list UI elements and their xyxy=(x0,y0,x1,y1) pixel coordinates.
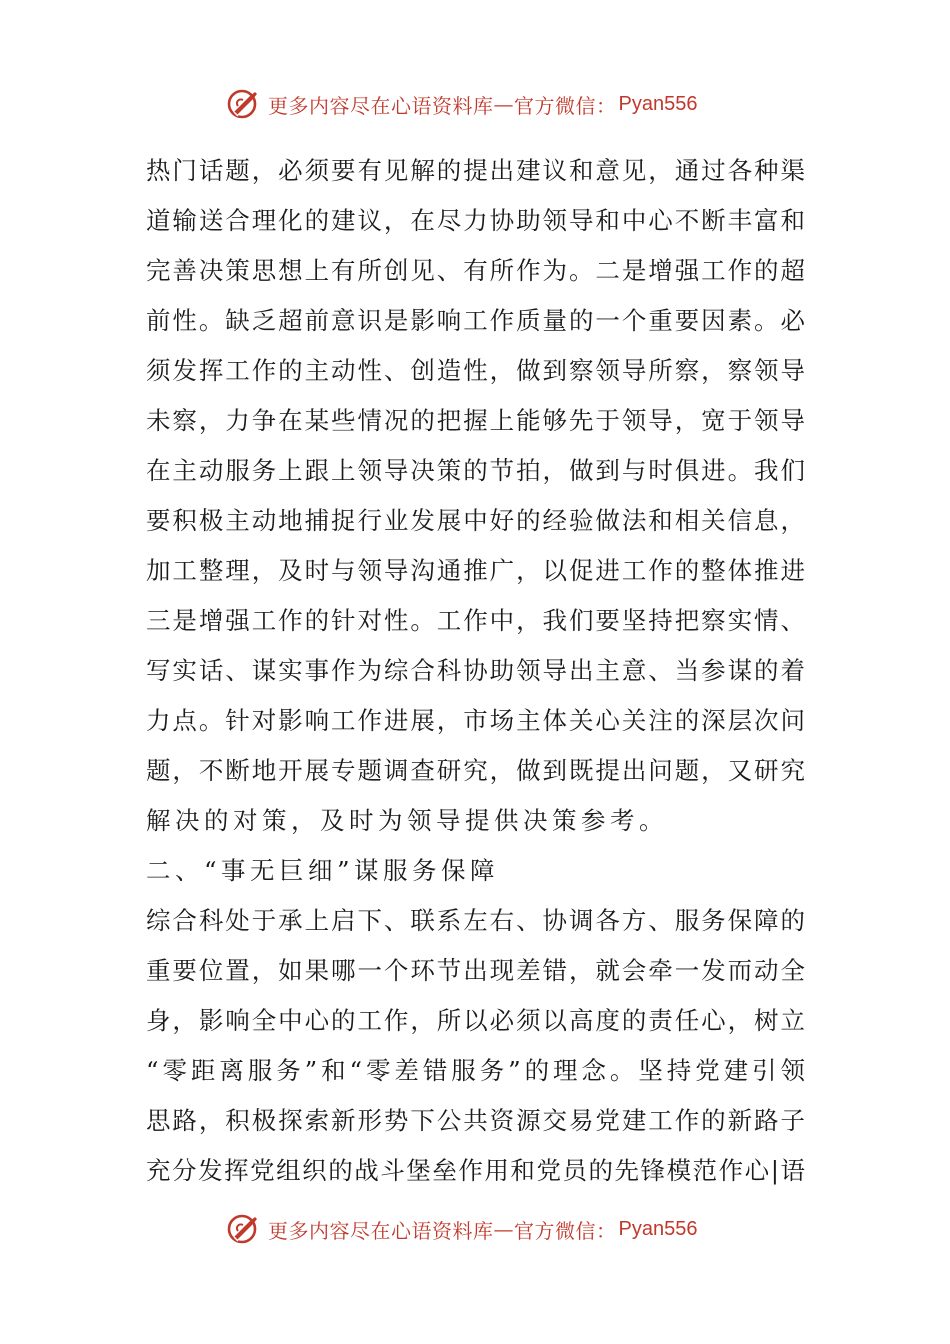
body-line: 充分发挥党组织的战斗堡垒作用和党员的先锋模范作心|语 xyxy=(146,1156,805,1185)
body-line: 未察，力争在某些情况的把握上能够先于领导，宽于领导 xyxy=(146,406,805,435)
body-line: 前性。缺乏超前意识是影响工作质量的一个重要因素。必 xyxy=(146,306,805,335)
body-line: 身，影响全中心的工作，所以必须以高度的责任心，树立 xyxy=(146,1006,805,1035)
banner-title: 更多内容尽在心语资料库 xyxy=(268,93,494,118)
footer-banner xyxy=(226,1209,697,1249)
banner-dash: — xyxy=(493,92,514,116)
banner-wechat-id: Pyan556 xyxy=(618,92,698,115)
body-line: 要积极主动地捕捉行业发展中好的经验做法和相关信息， xyxy=(146,506,805,535)
banner-wechat-id: Pyan556 xyxy=(618,1217,698,1240)
banner-wechat-label: 官方微信： xyxy=(514,1218,617,1243)
body-line: 完善决策思想上有所创见、有所作为。二是增强工作的超 xyxy=(146,256,805,285)
pen-logo-icon xyxy=(226,1211,262,1247)
banner-wechat-label: 官方微信： xyxy=(514,93,617,118)
section-heading: 二、“事无巨细”谋服务保障 xyxy=(146,856,500,885)
body-line: 写实话、谋实事作为综合科协助领导出主意、当参谋的着 xyxy=(146,656,805,685)
body-line: 重要位置，如果哪一个环节出现差错，就会牵一发而动全 xyxy=(146,956,805,985)
pen-logo-icon xyxy=(226,86,262,122)
banner-title: 更多内容尽在心语资料库 xyxy=(268,1218,494,1243)
header-banner xyxy=(226,84,697,124)
banner-dash: — xyxy=(493,1217,514,1241)
document-body xyxy=(146,146,826,1196)
body-line: 加工整理，及时与领导沟通推广，以促进工作的整体推进 xyxy=(146,556,805,585)
body-line: 三是增强工作的针对性。工作中，我们要坚持把察实情、 xyxy=(146,606,805,635)
body-line: “零距离服务”和“零差错服务”的理念。坚持党建引领 xyxy=(146,1056,805,1085)
body-line: 热门话题，必须要有见解的提出建议和意见，通过各种渠 xyxy=(146,156,805,185)
body-line: 须发挥工作的主动性、创造性，做到察领导所察，察领导 xyxy=(146,356,805,385)
body-line: 综合科处于承上启下、联系左右、协调各方、服务保障的 xyxy=(146,906,805,935)
body-line: 解决的对策，及时为领导提供决策参考。 xyxy=(146,806,668,835)
body-line: 思路，积极探索新形势下公共资源交易党建工作的新路子 xyxy=(146,1106,805,1135)
body-line: 力点。针对影响工作进展，市场主体关心关注的深层次问 xyxy=(146,706,805,735)
body-line: 道输送合理化的建议，在尽力协助领导和中心不断丰富和 xyxy=(146,206,805,235)
body-line: 题，不断地开展专题调查研究，做到既提出问题，又研究 xyxy=(146,756,805,785)
body-line: 在主动服务上跟上领导决策的节拍，做到与时俱进。我们 xyxy=(146,456,805,485)
